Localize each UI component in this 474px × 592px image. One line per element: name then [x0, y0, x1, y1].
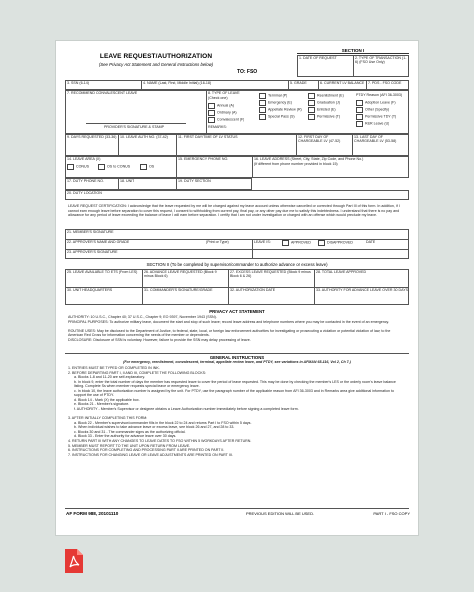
- instruction-item: 5. MEMBER MUST REPORT TO THE UNIT UPON RETURN FROM LEAVE.: [68, 443, 191, 448]
- transaction-type-label: 2. TYPE OF TRANSACTION (1-6) (FSO Use Only): [355, 56, 407, 64]
- check-one-label: (Check one): [208, 96, 228, 100]
- leave-type-adoption[interactable]: Adoption Leave (F): [356, 100, 396, 106]
- recommend-label: 7. RECOMMEND CONVALESCENT LEAVE: [67, 91, 138, 95]
- leave-type-graduation[interactable]: Graduation (J): [308, 100, 340, 106]
- form-subtitle: (See Privacy Act Statement and General Instructions below): [98, 62, 214, 67]
- address-note: (If different from phone number provided in block 15): [254, 162, 338, 166]
- instruction-item: c. Blocks 30 and 31 - The commander signs as the authorizing official.: [74, 429, 186, 434]
- checkbox[interactable]: [282, 240, 289, 246]
- approval-date-label: DATE: [366, 240, 376, 244]
- approved-option[interactable]: APPROVED: [282, 240, 311, 246]
- advance-leave-label: 26. ADVANCE LEAVE REQUESTED (Block 9 minus Block 6): [144, 270, 217, 278]
- leave-type-permissive-tdy[interactable]: Permissive TDY (T): [356, 114, 396, 120]
- leave-is-label: LEAVE IS:: [254, 240, 271, 244]
- pdf-icon[interactable]: [64, 548, 84, 574]
- ptdy-reason-label: PTDY Reason (AFI 36-3003): [356, 93, 403, 97]
- signature-block: [65, 229, 409, 259]
- area-os[interactable]: OS: [140, 164, 154, 170]
- form-footer: [66, 511, 410, 516]
- checkbox[interactable]: [259, 100, 266, 106]
- fso-code-label: 7. PDS - FSO CODE: [368, 81, 402, 85]
- leave-type-annual[interactable]: Annual (A): [208, 103, 234, 109]
- commander-signature-label: 31. COMMANDER'S SIGNATURE/GRADE: [144, 288, 213, 292]
- duty-location-label: 20. DUTY LOCATION: [67, 191, 102, 195]
- leave-type-terminal[interactable]: Terminal (P): [259, 93, 287, 99]
- first-day-status-label: 11. FIRST DAY/TIME OF LV STATUS: [178, 135, 238, 139]
- general-instructions-list: [68, 366, 406, 506]
- checkbox[interactable]: [308, 93, 315, 99]
- checkbox[interactable]: [259, 107, 266, 113]
- instruction-item: d. Block 14 - Mark (X) the applicable box.: [74, 397, 140, 402]
- instruction-item: 7. INSTRUCTIONS FOR CHANGING LEAVE OR LEAVE ADJUSTMENTS ARE PRINTED ON PART III.: [68, 452, 233, 457]
- leave-type-ordinary[interactable]: Ordinary (A): [208, 110, 237, 116]
- leave-area-label: 14. LEAVE AREA (X): [67, 157, 101, 161]
- leave-type-other[interactable]: Other (Specify): [356, 107, 389, 113]
- emergency-phone-label: 15. EMERGENCY PHONE NO.: [178, 157, 229, 161]
- excess-leave-label: 27. EXCESS LEAVE REQUESTED (Block 9 minus Block 6 & 26): [230, 270, 311, 278]
- checkbox[interactable]: [259, 93, 266, 99]
- instruction-item: 3. AFTER INITIALLY COMPLETING THIS FORM:: [68, 415, 148, 420]
- area-os-conus[interactable]: OS to CONUS: [98, 164, 130, 170]
- instruction-item: e. Blocks 21 - Member's signature.: [74, 402, 130, 407]
- to-fso: TO: FSO: [237, 69, 258, 75]
- form-header: [65, 48, 409, 77]
- duty-section-label: 19. DUTY SECTION: [178, 179, 211, 183]
- checkbox[interactable]: [356, 107, 363, 113]
- duty-location-row: [65, 190, 409, 200]
- leave-auth-label: 10. LEAVE AUTH NO. (37-42): [120, 135, 168, 139]
- instruction-item: 1. ENTRIES MUST BE TYPED OR COMPLETED IN INK.: [68, 366, 160, 370]
- leave-type-emergency[interactable]: Emergency (E): [259, 100, 292, 106]
- checkbox[interactable]: [308, 100, 315, 106]
- duty-phone-label: 17. DUTY PHONE NO.: [67, 179, 104, 183]
- unit-label: 18. UNIT: [120, 179, 135, 183]
- checkbox[interactable]: [208, 110, 215, 116]
- leave-type-convalescent[interactable]: Convalescent (F): [208, 117, 244, 123]
- leave-type-rr[interactable]: R&R Leave (U): [356, 121, 389, 127]
- leave-address-label: 16. LEAVE ADDRESS (Street, City, State, Zip Code, and Phone No.): [254, 157, 364, 161]
- general-instructions-subhead: (For emergency, reenlistment, convalescent, terminal, appellate review leave, and PTDY, see variations in AFMAN 65-116, Vol 2, Ch 7.): [123, 360, 351, 364]
- instruction-item: c. In block 10, the leave authorization number is assigned by the unit. For PTDY, use the paragraph number of the applicable reason from AFI 36-3003 and in Remarks area give additional information to support the use of PTDY.: [74, 388, 394, 398]
- instruction-item: f. AUTHORITY - Member's Supervisor or designee obtains a Leave Authorization number immediately before signing a completed leave form.: [74, 406, 299, 411]
- checkbox[interactable]: [140, 164, 147, 170]
- last-chargeable-label: 13. LAST DAY OF CHARGEABLE LV (53-58): [354, 135, 397, 143]
- date-request-label: 1. DATE OF REQUEST: [299, 56, 337, 60]
- name-label: 4. NAME (Last, First, Middle Initial) (16-18): [143, 81, 212, 85]
- checkbox[interactable]: [67, 164, 74, 170]
- form-title: LEAVE REQUEST/AUTHORIZATION: [99, 53, 213, 60]
- remarks-label: REMARKS:: [208, 125, 227, 129]
- privacy-disclosure: DISCLOSURE: Disclosure of SSN is voluntary. However, failure to provide the SSN may delay processing of leave.: [68, 337, 251, 342]
- checkbox[interactable]: [208, 117, 215, 123]
- checkbox[interactable]: [259, 114, 266, 120]
- disapproved-option[interactable]: DISAPPROVED: [318, 240, 353, 246]
- approver-signature-label: 23. APPROVER'S SIGNATURE: [67, 250, 118, 254]
- copy-designation: PART I - FSO COPY: [373, 511, 410, 516]
- general-instructions-heading: GENERAL INSTRUCTIONS: [65, 353, 409, 360]
- leave-available-label: 25. LEAVE AVAILABLE TO ETS (From LES): [67, 270, 138, 274]
- leave-type-reenlistment[interactable]: Reenlistment (E): [308, 93, 344, 99]
- checkbox[interactable]: [98, 164, 105, 170]
- member-signature-label: 21. MEMBER'S SIGNATURE: [67, 230, 114, 234]
- privacy-act-text: [68, 315, 406, 342]
- privacy-act-heading: PRIVACY ACT STATEMENT: [209, 309, 265, 314]
- days-requested-label: 9. DAYS REQUESTED (33-36): [67, 135, 117, 139]
- privacy-purposes: PRINCIPAL PURPOSES: To authorize military leave, document the start and stop of such leave; record leave address and telephone numbers where you may be contacted in the event of an emergency.: [68, 319, 390, 324]
- leave-type-special-pass[interactable]: Special Pass (S): [259, 114, 295, 120]
- area-conus[interactable]: CONUS: [67, 164, 89, 170]
- section-1-label: SECTION I: [297, 48, 409, 54]
- instruction-item: d. Block 33 - Enter the authority for advance leave over 30 days.: [74, 434, 177, 439]
- instruction-item: a. Blocks 1-8 and 11-20 are self-explanatory.: [74, 375, 145, 380]
- instruction-item: b. When individual wishes to take advance leave or excess leave, see block 26 and 27, and 28 to 33.: [74, 425, 235, 430]
- instruction-item: 2. BEFORE DEPARTING PART I, II AND III, COMPLETE THE FOLLOWING BLOCKS:: [68, 370, 206, 375]
- type-of-leave-label: 8. TYPE OF LEAVE: [208, 91, 240, 95]
- previous-edition-note: PREVIOUS EDITION WILL BE USED.: [246, 511, 315, 516]
- checkbox[interactable]: [356, 100, 363, 106]
- leave-type-enlisted[interactable]: Enlisted (E): [308, 107, 336, 113]
- checkbox[interactable]: [356, 114, 363, 120]
- approver-name-label: 22. APPROVER'S NAME AND GRADE: [67, 240, 130, 244]
- balance-label: 6. CURRENT LV BALANCE: [320, 81, 364, 85]
- leave-type-permissive[interactable]: Permissive (T): [308, 114, 340, 120]
- form-sheet: [55, 40, 419, 536]
- unit-hq-label: 30. UNIT HEADQUARTERS: [67, 288, 113, 292]
- checkbox[interactable]: [308, 107, 315, 113]
- instruction-item: b. In block 9, enter the total number of days the member has requested leave to cover the period of leave requested. This may be done by checking the member's LES or the orderly room's leave balance listing. Complete Ss when member requests special leave or emergency leave.: [74, 379, 396, 389]
- leave-certification-text: LEAVE REQUEST CERTIFICATION: I acknowledge that the leave requested by me will be charged against my leave account unless otherwise cancelled or corrected through Part III of this form. In addition, if I cannot earn enough leave before separation to cover this request, I consent to withholding from current pay, final pay, or any other pay due me to satisfy this indebtedness. I understand that there is no pay and allowance for any period of leave exceeding the balance of leave I will earn before separation. I certify that I am not under investigation or charged with an offense which would preclude my leave.: [68, 204, 400, 218]
- print-type-label: (Print or Type): [206, 240, 229, 244]
- grade-label: 5. GRADE: [290, 81, 307, 85]
- authorization-date-label: 32. AUTHORIZATION DATE: [230, 288, 276, 292]
- form-number: AF FORM 988, 20101110: [66, 511, 119, 516]
- checkbox[interactable]: [308, 114, 315, 120]
- checkbox[interactable]: [208, 103, 215, 109]
- checkbox[interactable]: [318, 240, 325, 246]
- leave-type-appellate[interactable]: Appellate Review (R): [259, 107, 302, 113]
- provider-signature-label: PROVIDER'S SIGNATURE & STAMP: [104, 125, 165, 129]
- total-leave-label: 28. TOTAL LEAVE APPROVED: [316, 270, 367, 274]
- privacy-routine-uses: ROUTINE USES: May be disclosed to the Department of Justice, to federal, state, local, or foreign law enforcement authorities for investigating or prosecuting a violation or potential violation of law; to the American Red Cross for information concerning the needs of the member or dependents.: [68, 328, 391, 338]
- checkbox[interactable]: [356, 121, 363, 127]
- instruction-item: a. Block 22 - Member's supervisor/commander fills in the block 22 to 24 and returns Part I to FSO within 5 days.: [74, 420, 252, 425]
- advance-authority-label: 33. AUTHORITY FOR ADVANCE LEAVE OVER 30 DAYS: [316, 288, 408, 292]
- section-2-label: SECTION II (To be completed by supervisor/commander to authorize advance or excess leave): [146, 262, 328, 267]
- first-chargeable-label: 12. FIRST DAY OF CHARGEABLE LV (47-52): [298, 135, 341, 143]
- instruction-item: 4. RETURN PART III WITH ANY CHANGES TO LEAVE DATES TO FSO WITHIN 5 WORKDAYS AFTER RETURN.: [68, 438, 252, 443]
- ssn-label: 3. SSN (6-14): [67, 81, 89, 85]
- privacy-authority: AUTHORITY: 10 U.S.C., Chapter 40; 37 U.S.C., Chapter 9; EO 9397, November 1943 (SSN).: [68, 315, 217, 319]
- instruction-item: 6. INSTRUCTIONS FOR COMPLETING AND PROCESSING PART II ARE PRINTED ON PART II.: [68, 448, 225, 453]
